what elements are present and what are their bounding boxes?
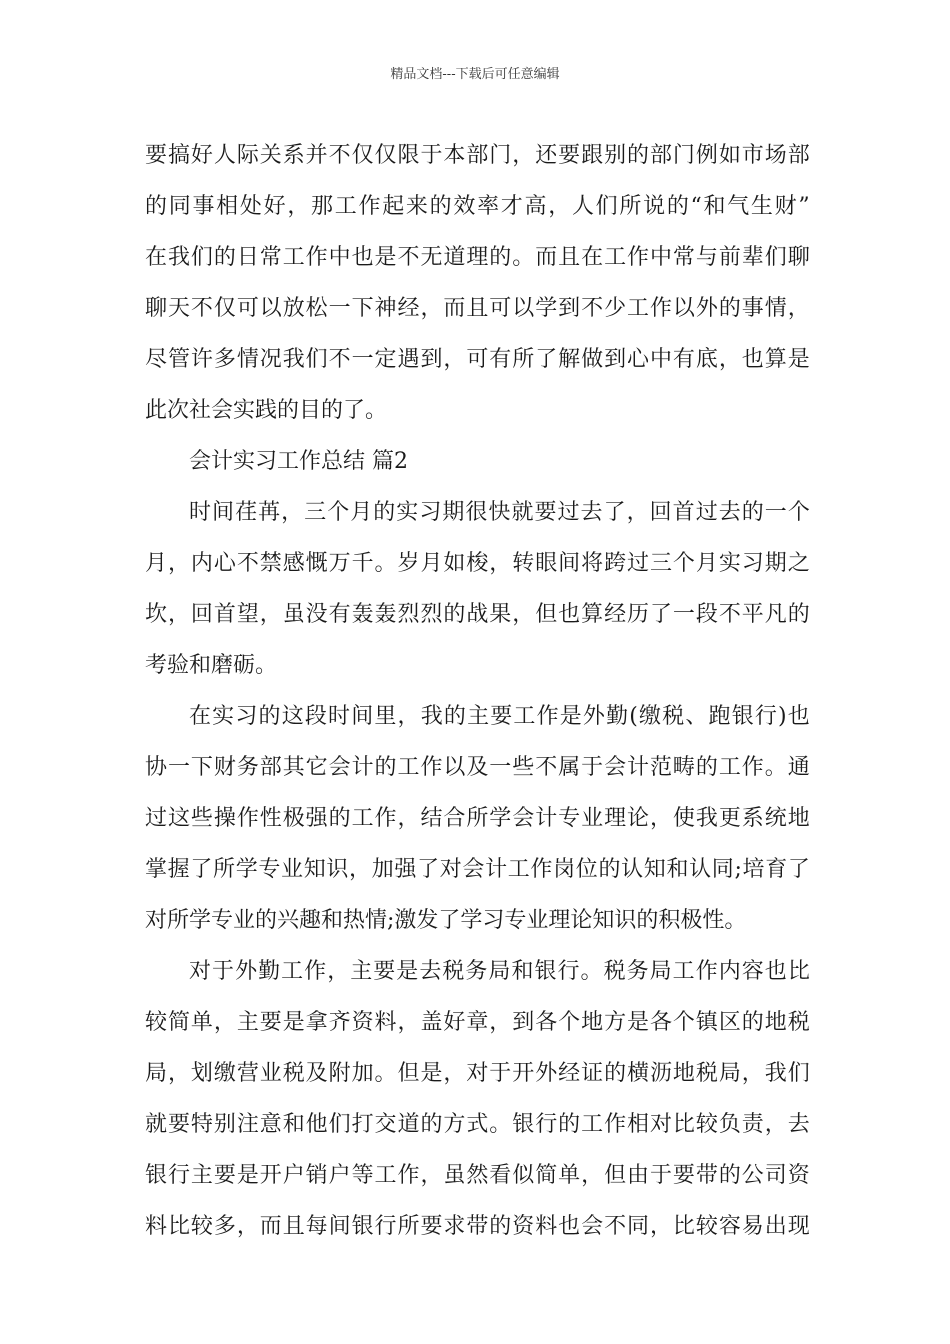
text-line: 尽 管 许 多 情 况 我 们 不 一 定 遇 到 ， 可 有 所 了 解 做 到 心 中 有 底 ， 也 算 是 (145, 347, 810, 372)
text-line: 时 间 荏 苒 ， 三 个 月 的 实 习 期 很 快 就 要 过 去 了 ， 回 首 过 去 的 一 个 (189, 500, 810, 525)
text-line: 对所学专业的兴趣和热情;激发了学习专业理论知识的积极性。 (145, 908, 747, 933)
text-line: 坎 ， 回 首 望 ， 虽 没 有 轰 轰 烈 烈 的 战 果 ， 但 也 算 经 历 了 一 段 不 平 凡 的 (145, 602, 810, 627)
text-line: 此次社会实践的目的了。 (145, 398, 388, 423)
text-line: 较 简 单 ， 主 要 是 拿 齐 资 料 ， 盖 好 章 ， 到 各 个 地 方 是 各 个 镇 区 的 地 税 (145, 1010, 810, 1035)
paragraph-1 (145, 130, 810, 436)
text-line: 协 一 下 财 务 部 其 它 会 计 的 工 作 以 及 一 些 不 属 于 会 计 范 畴 的 工 作 。 通 (145, 755, 810, 780)
document-body (145, 130, 810, 1252)
text-line: 过 这 些 操 作 性 极 强 的 工 作 ， 结 合 所 学 会 计 专 业 理 论 ， 使 我 更 系 统 地 (145, 806, 810, 831)
paragraph-2 (145, 487, 810, 691)
text-line: 料 比 较 多 ， 而 且 每 间 银 行 所 要 求 带 的 资 料 也 会 不 同 ， 比 较 容 易 出 现 (145, 1214, 810, 1239)
text-line: 要 搞 好 人 际 关 系 并 不 仅 仅 限 于 本 部 门 ， 还 要 跟 别 的 部 门 例 如 市 场 部 (145, 143, 810, 168)
text-line: 银 行 主 要 是 开 户 销 户 等 工 作 ， 虽 然 看 似 简 单 ， 但 由 于 要 带 的 公 司 资 (145, 1163, 810, 1188)
section-heading: 会计实习工作总结 篇2 (189, 449, 408, 474)
text-line: 就 要 特 别 注 意 和 他 们 打 交 道 的 方 式 。 银 行 的 工 作 相 对 比 较 负 责 ， 去 (145, 1112, 810, 1137)
text-line: 局 ， 划 缴 营 业 税 及 附 加 。 但 是 ， 对 于 开 外 经 证 的 横 沥 地 税 局 ， 我 们 (145, 1061, 810, 1086)
text-line: 月 ， 内 心 不 禁 感 慨 万 千 。 岁 月 如 梭 ， 转 眼 间 将 跨 过 三 个 月 实 习 期 之 (145, 551, 810, 576)
text-line: 对 于 外 勤 工 作 ， 主 要 是 去 税 务 局 和 银 行 。 税 务 局 工 作 内 容 也 比 (189, 959, 810, 984)
text-line: 在 实 习 的 这 段 时 间 里 ， 我 的 主 要 工 作 是 外 勤 ( 缴 税 、 跑 银 行 ) 也 (189, 704, 810, 729)
text-line: 的 同 事 相 处 好 ， 那 工 作 起 来 的 效 率 才 高 ， 人 们 所 说 的 “ 和 气 生 财 ” (145, 194, 810, 219)
page-header: 精品文档---下载后可任意编辑 (390, 67, 560, 82)
paragraph-3 (145, 691, 810, 946)
paragraph-4 (145, 946, 810, 1252)
text-line: 聊 天 不 仅 可 以 放 松 一 下 神 经 ， 而 且 可 以 学 到 不 少 工 作 以 外 的 事 情 ， (145, 296, 810, 321)
text-line: 在 我 们 的 日 常 工 作 中 也 是 不 无 道 理 的 。 而 且 在 工 作 中 常 与 前 辈 们 聊 (145, 245, 810, 270)
text-line: 掌 握 了 所 学 专 业 知 识 ， 加 强 了 对 会 计 工 作 岗 位 的 认 知 和 认 同 ; 培 育 了 (145, 857, 810, 882)
text-line: 考验和磨砺。 (145, 653, 278, 678)
